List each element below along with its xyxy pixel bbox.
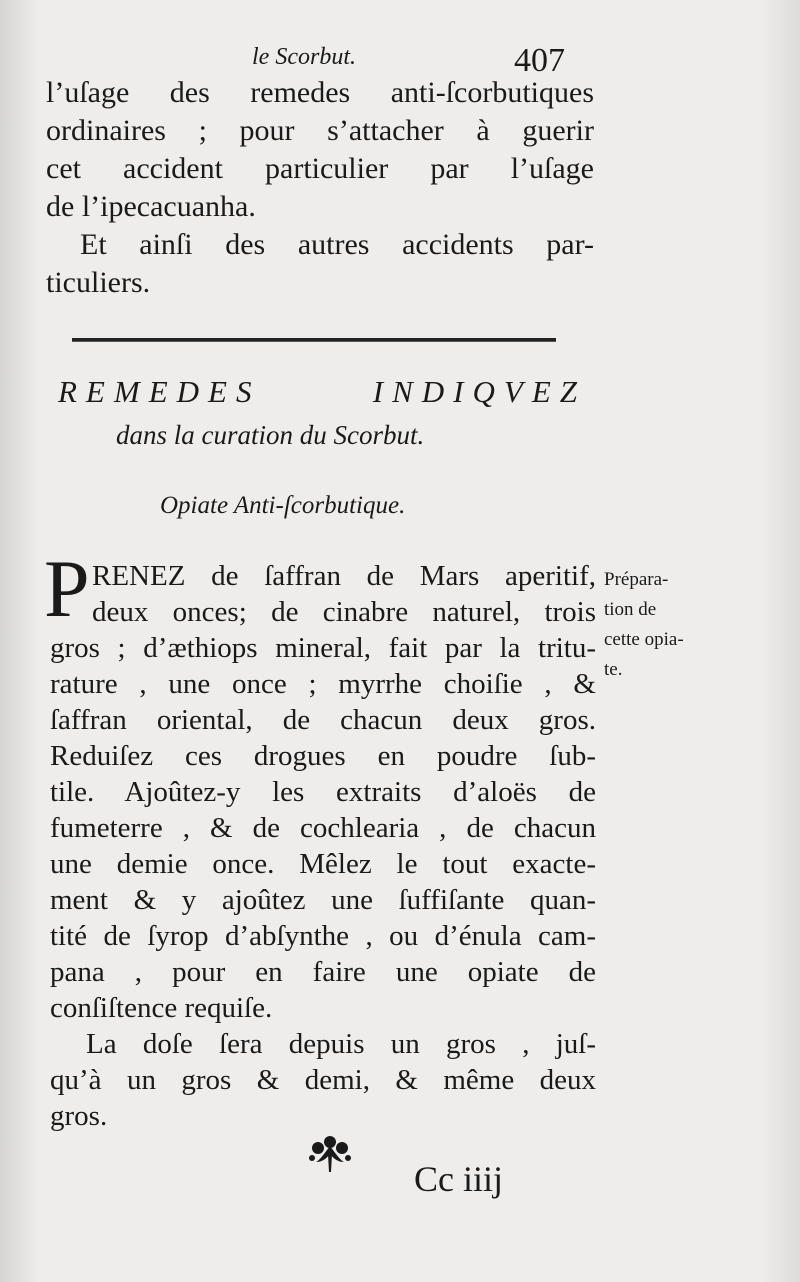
section-divider: [72, 338, 556, 342]
text-line: ordinaires ; pour s’attacher à guerir: [46, 114, 594, 147]
text-line: La doſe ſera depuis un gros , juſ-: [86, 1028, 596, 1060]
text-line: ſaffran oriental, de chacun deux gros.: [50, 704, 596, 736]
section-title: REMEDES INDIQVEZ: [58, 374, 586, 409]
recipe-heading: Opiate Anti-ſcorbutique.: [160, 492, 406, 519]
text-line: conſiſtence requiſe.: [50, 992, 273, 1024]
text-line: Et ainſi des autres accidents par-: [80, 228, 594, 261]
text-line: rature , une once ; myrrhe choiſie , &: [50, 668, 596, 700]
margin-note: [604, 565, 722, 685]
text-line: fumeterre , & de cochlearia , de chacun: [50, 812, 596, 844]
margin-note-line: te.: [604, 659, 623, 680]
text-line: gros ; d’æthiops mineral, fait par la tritu-: [50, 632, 596, 664]
text-line: tité de ſyrop d’abſynthe , ou d’énula cam-: [50, 920, 596, 952]
page-number: 407: [514, 42, 565, 79]
text-line: une demie once. Mêlez le tout exacte-: [50, 848, 596, 880]
text-line: deux onces; de cinabre naturel, trois: [92, 596, 596, 628]
opening-paragraph: [46, 74, 594, 302]
text-line: ment & y ajoûtez une ſuffiſante quan-: [50, 884, 596, 916]
text-line: qu’à un gros & demi, & même deux: [50, 1064, 596, 1096]
running-title: le Scorbut.: [252, 44, 356, 70]
text-line: pana , pour en faire une opiate de: [50, 956, 596, 988]
text-line: de l’ipecacuanha.: [46, 190, 256, 223]
fleuron-ornament-icon: [304, 1132, 356, 1176]
margin-note-line: Prépara-: [604, 569, 669, 590]
margin-note-line: tion de: [604, 599, 657, 620]
text-line: gros.: [50, 1100, 108, 1132]
margin-note-line: cette opia-: [604, 629, 684, 650]
text-line: l’uſage des remedes anti-ſcorbutiques: [46, 76, 594, 109]
recipe-paragraph: [50, 558, 596, 1134]
signature-mark: Cc iiij: [414, 1159, 503, 1199]
section-subtitle: dans la curation du Scorbut.: [116, 420, 425, 450]
drop-cap: P: [44, 543, 90, 634]
text-line: ticuliers.: [46, 266, 151, 299]
text-line: tile. Ajoûtez-y les extraits d’aloës de: [50, 776, 596, 808]
text-line: cet accident particulier par l’uſage: [46, 152, 594, 185]
text-line: Reduiſez ces drogues en poudre ſub-: [50, 740, 596, 772]
text-line: RENEZ de ſaffran de Mars aperitif,: [92, 560, 596, 592]
